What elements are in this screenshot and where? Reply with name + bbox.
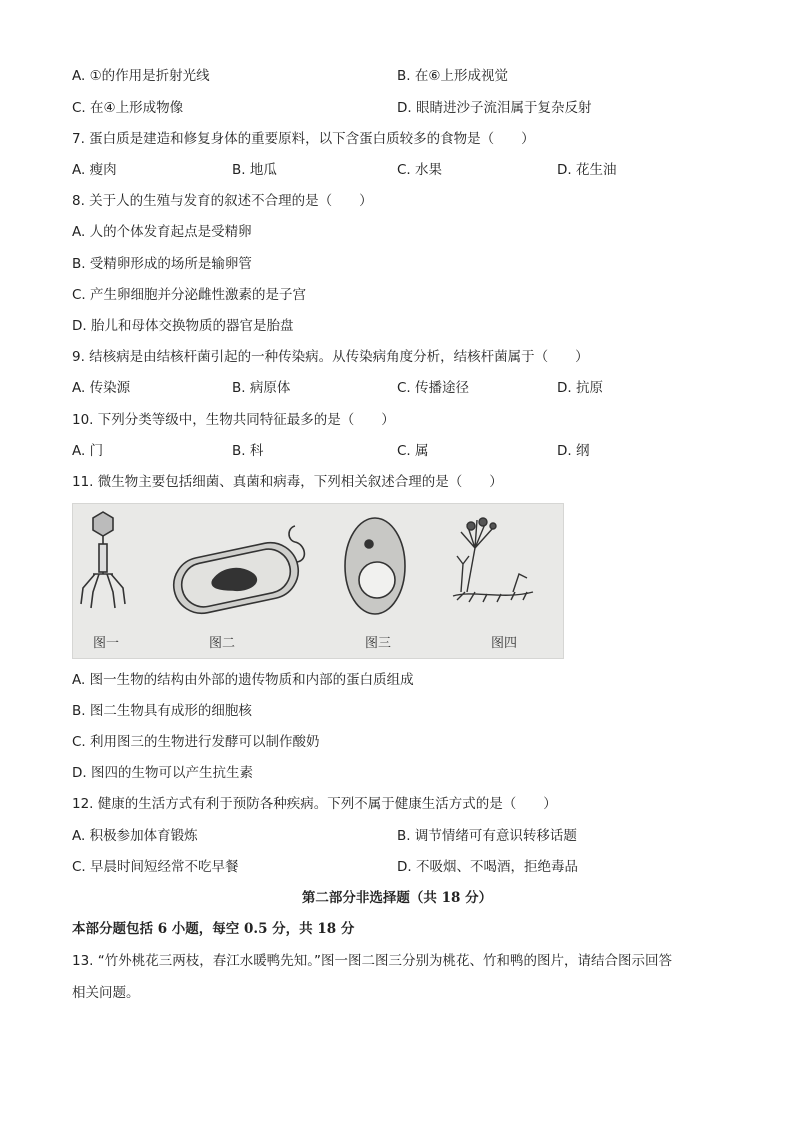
q8-option-c: C. 产生卵细胞并分泌雌性激素的是子宫 xyxy=(72,287,307,303)
figure-3-label: 图三 xyxy=(365,636,392,651)
q6-option-b: B. 在⑥上形成视觉 xyxy=(397,68,508,84)
q8-option-a: A. 人的个体发育起点是受精卵 xyxy=(72,224,252,240)
q7-option-a: A. 瘦肉 xyxy=(72,162,117,178)
q13-stem-line2: 相关问题。 xyxy=(72,985,140,1001)
q11-option-a: A. 图一生物的结构由外部的遗传物质和内部的蛋白质组成 xyxy=(72,672,414,688)
q10-option-d: D. 纲 xyxy=(557,443,590,459)
q12-option-d: D. 不吸烟、不喝酒，拒绝毒品 xyxy=(397,859,578,875)
q9-option-b: B. 病原体 xyxy=(232,380,291,396)
q11-stem: 11. 微生物主要包括细菌、真菌和病毒，下列相关叙述合理的是（ ） xyxy=(72,474,503,490)
q9-option-d: D. 抗原 xyxy=(557,380,603,396)
mold-drawing xyxy=(453,518,533,602)
q7-option-b: B. 地瓜 xyxy=(232,162,277,178)
yeast-cell-drawing xyxy=(345,518,405,614)
q9-stem: 9. 结核病是由结核杆菌引起的一种传染病。从传染病角度分析，结核杆菌属于（ ） xyxy=(72,349,589,365)
q7-stem: 7. 蛋白质是建造和修复身体的重要原料，以下含蛋白质较多的食物是（ ） xyxy=(72,131,535,147)
q12-stem: 12. 健康的生活方式有利于预防各种疾病。下列不属于健康生活方式的是（ ） xyxy=(72,796,557,812)
q6-option-c: C. 在④上形成物像 xyxy=(72,100,184,116)
figure-2-label: 图二 xyxy=(209,636,236,651)
q10-option-c: C. 属 xyxy=(397,443,429,459)
bacterium-drawing xyxy=(169,526,305,618)
q10-stem: 10. 下列分类等级中，生物共同特征最多的是（ ） xyxy=(72,412,395,428)
q6-option-a: A. ①的作用是折射光线 xyxy=(72,68,210,84)
q8-stem: 8. 关于人的生殖与发育的叙述不合理的是（ ） xyxy=(72,193,373,209)
q11-option-d: D. 图四的生物可以产生抗生素 xyxy=(72,765,253,781)
microorganism-illustrations xyxy=(73,504,563,658)
q11-option-c: C. 利用图三的生物进行发酵可以制作酸奶 xyxy=(72,734,320,750)
q9-option-c: C. 传播途径 xyxy=(397,380,470,396)
q10-option-b: B. 科 xyxy=(232,443,264,459)
q12-option-a: A. 积极参加体育锻炼 xyxy=(72,828,198,844)
q6-option-d: D. 眼睛进沙子流泪属于复杂反射 xyxy=(397,100,592,116)
part2-title: 第二部分非选择题（共 18 分） xyxy=(301,890,493,906)
q12-option-c: C. 早晨时间短经常不吃早餐 xyxy=(72,859,239,875)
microorganism-figure xyxy=(72,503,564,659)
bacteriophage-drawing xyxy=(81,512,125,608)
q8-option-d: D. 胎儿和母体交换物质的器官是胎盘 xyxy=(72,318,294,334)
q7-option-d: D. 花生油 xyxy=(557,162,617,178)
part2-subtitle: 本部分题包括 6 小题，每空 0.5 分，共 18 分 xyxy=(72,921,355,937)
q9-option-a: A. 传染源 xyxy=(72,380,131,396)
q10-option-a: A. 门 xyxy=(72,443,104,459)
figure-4-label: 图四 xyxy=(491,636,518,651)
q11-option-b: B. 图二生物具有成形的细胞核 xyxy=(72,703,252,719)
q8-option-b: B. 受精卵形成的场所是输卵管 xyxy=(72,256,252,272)
q13-stem-line1: 13. “竹外桃花三两枝，春江水暖鸭先知。”图一图二图三分别为桃花、竹和鸭的图片，请结合图示回答 xyxy=(72,953,672,969)
figure-1-label: 图一 xyxy=(93,636,120,651)
q12-option-b: B. 调节情绪可有意识转移话题 xyxy=(397,828,577,844)
q7-option-c: C. 水果 xyxy=(397,162,443,178)
